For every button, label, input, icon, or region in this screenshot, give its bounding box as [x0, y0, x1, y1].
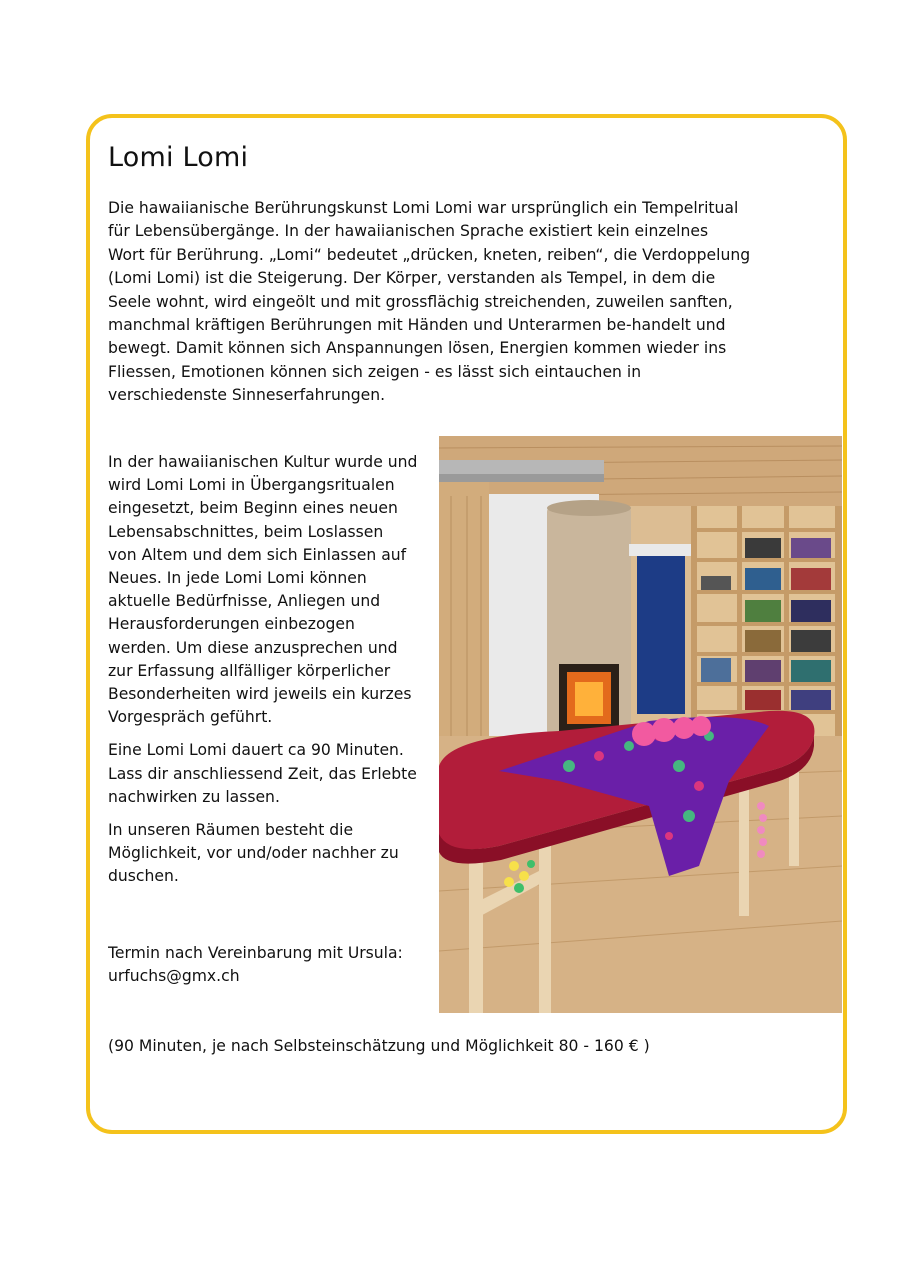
culture-line: Herausforderungen einbezogen	[108, 615, 355, 634]
culture-line: Lebensabschnittes, beim Loslassen	[108, 522, 384, 541]
culture-line: wird Lomi Lomi in Übergangsritualen	[108, 476, 395, 495]
massage-room-photo	[439, 436, 842, 1013]
intro-line: Die hawaiianische Berührungskunst Lomi Lomi war ursprünglich ein Tempelritual	[108, 199, 739, 217]
intro-paragraph	[108, 197, 808, 408]
culture-line: werden. Um diese anzusprechen und	[108, 638, 398, 657]
shower-line: In unseren Räumen besteht die	[108, 821, 354, 840]
duration-line: Eine Lomi Lomi dauert ca 90 Minuten.	[108, 741, 404, 760]
culture-line: In der hawaiianischen Kultur wurde und	[108, 453, 418, 471]
shower-line: Möglichkeit, vor und/oder nachher zu	[108, 844, 399, 863]
culture-line: zur Erfassung allfälliger körperlicher	[108, 661, 391, 680]
intro-line: für Lebensübergänge. In der hawaiianischen Sprache existiert kein einzelnes	[108, 222, 709, 241]
culture-line: eingesetzt, beim Beginn eines neuen	[108, 499, 398, 518]
intro-line: Seele wohnt, wird eingeölt und mit grossflächig streichenden, zuweilen sanften,	[108, 292, 733, 311]
intro-line: (Lomi Lomi) ist die Steigerung. Der Körper, verstanden als Tempel, in dem die	[108, 269, 716, 288]
intro-line: verschiedenste Sinneserfahrungen.	[108, 386, 386, 405]
culture-paragraph	[108, 451, 439, 729]
shower-line: duschen.	[108, 867, 179, 886]
page-title: Lomi Lomi	[108, 142, 249, 173]
culture-line: aktuelle Bedürfnisse, Anliegen und	[108, 592, 381, 611]
duration-paragraph	[108, 739, 439, 809]
email-link[interactable]: urfuchs@gmx.ch	[108, 966, 240, 985]
duration-line: Lass dir anschliessend Zeit, das Erlebte	[108, 764, 417, 783]
duration-line: nachwirken zu lassen.	[108, 787, 280, 806]
culture-line: Vorgespräch geführt.	[108, 708, 273, 727]
culture-line: von Altem und dem sich Einlassen auf	[108, 545, 407, 564]
intro-line: Fliessen, Emotionen können sich zeigen - es lässt sich eintauchen in	[108, 362, 642, 381]
photo-illustration	[439, 436, 842, 1013]
appointment-paragraph	[108, 942, 439, 988]
culture-line: Neues. In jede Lomi Lomi können	[108, 569, 367, 588]
culture-line: Besonderheiten wird jeweils ein kurzes	[108, 685, 412, 704]
shower-paragraph	[108, 819, 439, 889]
price-note: (90 Minuten, je nach Selbsteinschätzung und Möglichkeit 80 - 160 € )	[108, 1037, 650, 1055]
intro-line: Wort für Berührung. „Lomi“ bedeutet „drücken, kneten, reiben“, die Verdoppelung	[108, 245, 751, 264]
intro-line: bewegt. Damit können sich Anspannungen lösen, Energien kommen wieder ins	[108, 339, 727, 358]
intro-line: manchmal kräftigen Berührungen mit Händen und Unterarmen be-handelt und	[108, 316, 726, 335]
appointment-line: Termin nach Vereinbarung mit Ursula:	[108, 943, 403, 962]
left-column-text	[108, 451, 439, 991]
